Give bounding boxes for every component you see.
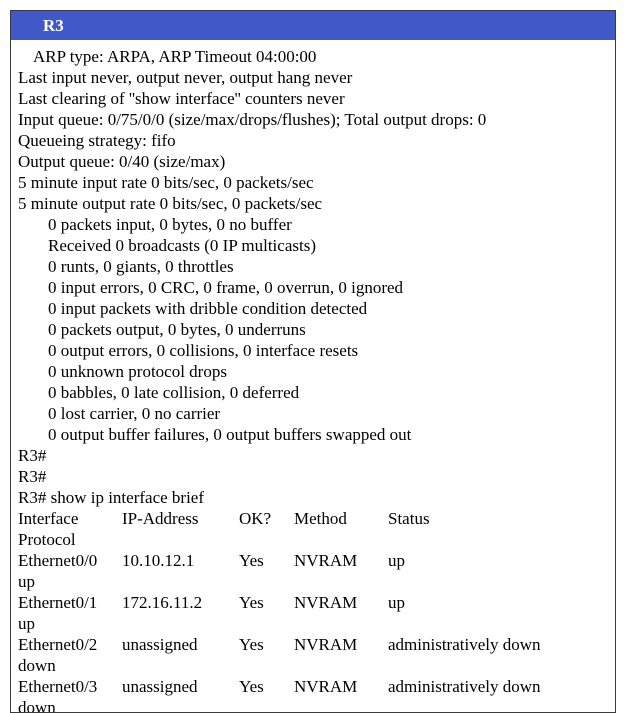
- output-line: Last clearing of ''show interface'' counters never: [18, 89, 345, 108]
- table-row-wrap: down: [18, 656, 56, 675]
- output-line: R3#: [18, 446, 47, 465]
- output-line: Output queue: 0/40 (size/max): [18, 152, 226, 171]
- table-cell: up: [388, 551, 405, 570]
- output-line: 0 unknown protocol drops: [48, 362, 227, 381]
- output-line: 0 input packets with dribble condition detected: [48, 299, 368, 318]
- output-line: 0 input errors, 0 CRC, 0 frame, 0 overrun, 0 ignored: [48, 278, 404, 297]
- terminal-window: [10, 10, 616, 713]
- table-cell: OK?: [239, 509, 272, 528]
- output-line: 0 packets output, 0 bytes, 0 underruns: [48, 320, 306, 339]
- table-cell: Ethernet0/0: [18, 551, 98, 570]
- output-line: 0 output errors, 0 collisions, 0 interface resets: [48, 341, 359, 360]
- table-cell: NVRAM: [294, 551, 358, 570]
- table-cell: Ethernet0/3: [18, 677, 98, 696]
- output-line: 0 runts, 0 giants, 0 throttles: [48, 257, 234, 276]
- table-cell: NVRAM: [294, 635, 358, 654]
- output-lines: [18, 46, 615, 508]
- output-line: R3#: [18, 467, 47, 486]
- table-cell: NVRAM: [294, 677, 358, 696]
- table-cell: up: [388, 593, 405, 612]
- output-line: Input queue: 0/75/0/0 (size/max/drops/flushes); Total output drops: 0: [18, 110, 487, 129]
- table-cell: Yes: [239, 677, 264, 696]
- output-line: 0 babbles, 0 late collision, 0 deferred: [48, 383, 300, 402]
- output-line: Queueing strategy: fifo: [18, 131, 176, 150]
- table-cell: Interface: [18, 509, 79, 528]
- output-line: 0 packets input, 0 bytes, 0 no buffer: [48, 215, 292, 234]
- table-row: [18, 550, 615, 571]
- table-cell: Yes: [239, 551, 264, 570]
- table-cell: IP-Address: [122, 509, 199, 528]
- output-line: 5 minute input rate 0 bits/sec, 0 packets/sec: [18, 173, 314, 192]
- interface-brief-table: [18, 508, 615, 713]
- output-line: 0 output buffer failures, 0 output buffers swapped out: [48, 425, 412, 444]
- table-cell: Yes: [239, 635, 264, 654]
- output-line: ARP type: ARPA, ARP Timeout 04:00:00: [33, 47, 317, 66]
- table-row-wrap: up: [18, 614, 35, 633]
- table-header-row: [18, 508, 615, 529]
- window-title: R3: [11, 11, 615, 40]
- table-cell: 172.16.11.2: [122, 593, 203, 612]
- table-cell: Status: [388, 509, 430, 528]
- table-row-wrap: down: [18, 698, 56, 713]
- output-line: Last input never, output never, output hang never: [18, 68, 353, 87]
- terminal-output: [11, 40, 615, 713]
- table-cell: Method: [294, 509, 347, 528]
- table-cell: Yes: [239, 593, 264, 612]
- table-header-wrap: Protocol: [18, 530, 76, 549]
- output-line: R3# show ip interface brief: [18, 488, 204, 507]
- table-cell: Ethernet0/1: [18, 593, 98, 612]
- output-line: Received 0 broadcasts (0 IP multicasts): [48, 236, 316, 255]
- table-cell: unassigned: [122, 635, 198, 654]
- table-row: [18, 676, 615, 697]
- table-cell: administratively down: [388, 677, 541, 696]
- output-line: 5 minute output rate 0 bits/sec, 0 packets/sec: [18, 194, 323, 213]
- table-row-wrap: up: [18, 572, 35, 591]
- table-cell: 10.10.12.1: [122, 551, 195, 570]
- table-cell: administratively down: [388, 635, 541, 654]
- table-cell: unassigned: [122, 677, 198, 696]
- table-row: [18, 634, 615, 655]
- table-row: [18, 592, 615, 613]
- output-line: 0 lost carrier, 0 no carrier: [48, 404, 221, 423]
- table-cell: NVRAM: [294, 593, 358, 612]
- table-cell: Ethernet0/2: [18, 635, 98, 654]
